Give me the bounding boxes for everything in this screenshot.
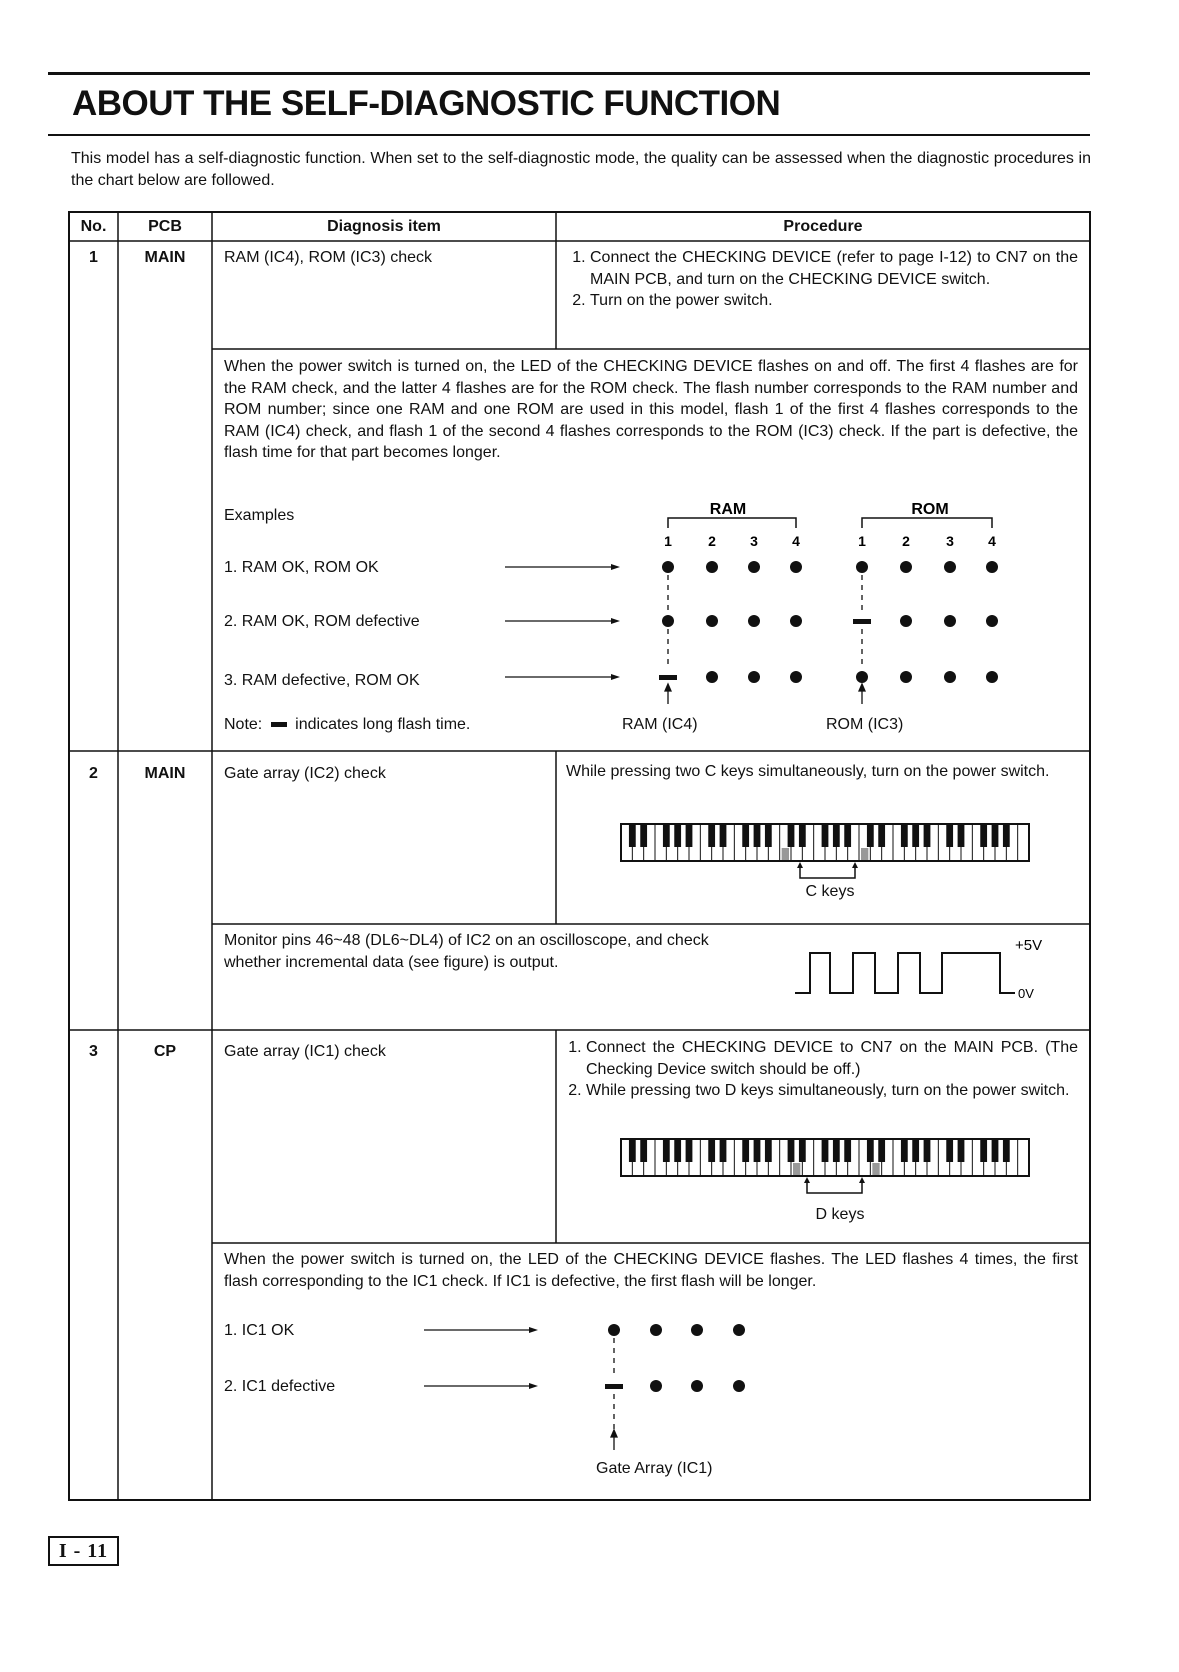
rom-ic-label: ROM (IC3)	[826, 716, 904, 733]
page-title: ABOUT THE SELF-DIAGNOSTIC FUNCTION	[72, 84, 781, 123]
page-number: I - 11	[48, 1536, 119, 1566]
row1-example-2: 2. RAM OK, ROM defective	[224, 613, 420, 630]
note-prefix: Note:	[224, 716, 263, 733]
row3-example-1: 1. IC1 OK	[224, 1322, 295, 1339]
rom-num-4: 4	[988, 533, 996, 549]
row2-monitor-text: Monitor pins 46~48 (DL6~DL4) of IC2 on an oscilloscope, and check whether incremental data (see figure) is output.	[224, 932, 709, 971]
c-keys-label: C keys	[805, 883, 855, 900]
row3-diagnosis-item: Gate array (IC1) check	[224, 1043, 386, 1060]
rom-num-1: 1	[858, 533, 866, 549]
row1-diagnosis-item: RAM (IC4), ROM (IC3) check	[224, 249, 433, 266]
row3-step-1: 1. Connect the CHECKING DEVICE to CN7 on the MAIN PCB. (The Checking Device switch should be off.)	[586, 1037, 1078, 1080]
header-pcb: PCB	[148, 218, 182, 235]
gate-array-label: Gate Array (IC1)	[596, 1460, 713, 1477]
row3-pcb: CP	[153, 1043, 177, 1060]
row2-no: 2	[89, 765, 98, 782]
header-no: No.	[80, 218, 107, 235]
ram-num-4: 4	[792, 533, 800, 549]
rom-num-2: 2	[902, 533, 910, 549]
ram-ic-label: RAM (IC4)	[622, 716, 698, 733]
header-procedure: Procedure	[783, 218, 863, 235]
row3-description: When the power switch is turned on, the LED of the CHECKING DEVICE flashes. The LED flashes 4 times, the first flash corresponding to the IC1 check. If IC1 is defective, the first flash will be longer.	[224, 1251, 1078, 1290]
row3-step-2: 2. While pressing two D keys simultaneously, turn on the power switch.	[586, 1080, 1078, 1102]
row3-no: 3	[89, 1043, 98, 1060]
row1-pcb: MAIN	[144, 249, 186, 266]
ram-label: RAM	[709, 501, 747, 518]
intro-paragraph: This model has a self-diagnostic function. When set to the self-diagnostic mode, the quality can be assessed when the diagnostic procedures in the chart below are followed.	[71, 150, 1091, 189]
row1-step-2: 2. Turn on the power switch.	[590, 290, 1078, 312]
zerov-label: 0V	[1018, 986, 1034, 1001]
ic1-long-flash	[605, 1384, 623, 1389]
ram-num-2: 2	[708, 533, 716, 549]
rom-num-3: 3	[946, 533, 954, 549]
row2-pcb: MAIN	[144, 765, 186, 782]
row2-diagnosis-item: Gate array (IC2) check	[224, 765, 386, 782]
note-suffix: indicates long flash time.	[295, 716, 471, 733]
plus5v-label: +5V	[1015, 937, 1043, 954]
row1-no: 1	[89, 249, 98, 266]
rom-label: ROM	[911, 501, 949, 518]
row2-procedure: While pressing two C keys simultaneously, turn on the power switch.	[566, 763, 1050, 780]
header-diagnosis-item: Diagnosis item	[327, 218, 441, 235]
row1-example-3: 3. RAM defective, ROM OK	[224, 672, 420, 689]
row1-example-1: 1. RAM OK, ROM OK	[224, 559, 379, 576]
ram-num-3: 3	[750, 533, 758, 549]
row3-example-2: 2. IC1 defective	[224, 1378, 336, 1395]
row1-description: When the power switch is turned on, the LED of the CHECKING DEVICE flashes on and off. The first 4 flashes are for the RAM check, and the latter 4 flashes are for the ROM check. The flash number corresponds to the RAM number and ROM number; since one RAM and one ROM are used in this model, flash 1 of the first 4 flashes corresponds to the RAM (IC4) check, and flash 1 of the second 4 flashes corresponds to the ROM (IC3) check. If the part is defective, the flash time for that part becomes longer.	[224, 358, 1078, 461]
d-keys-label: D keys	[815, 1206, 865, 1223]
row1-step-1: 1. Connect the CHECKING DEVICE (refer to page I-12) to CN7 on the MAIN PCB, and turn on the CHECKING DEVICE switch.	[590, 247, 1078, 290]
row1-examples-label: Examples	[224, 507, 295, 524]
ram-num-1: 1	[664, 533, 672, 549]
